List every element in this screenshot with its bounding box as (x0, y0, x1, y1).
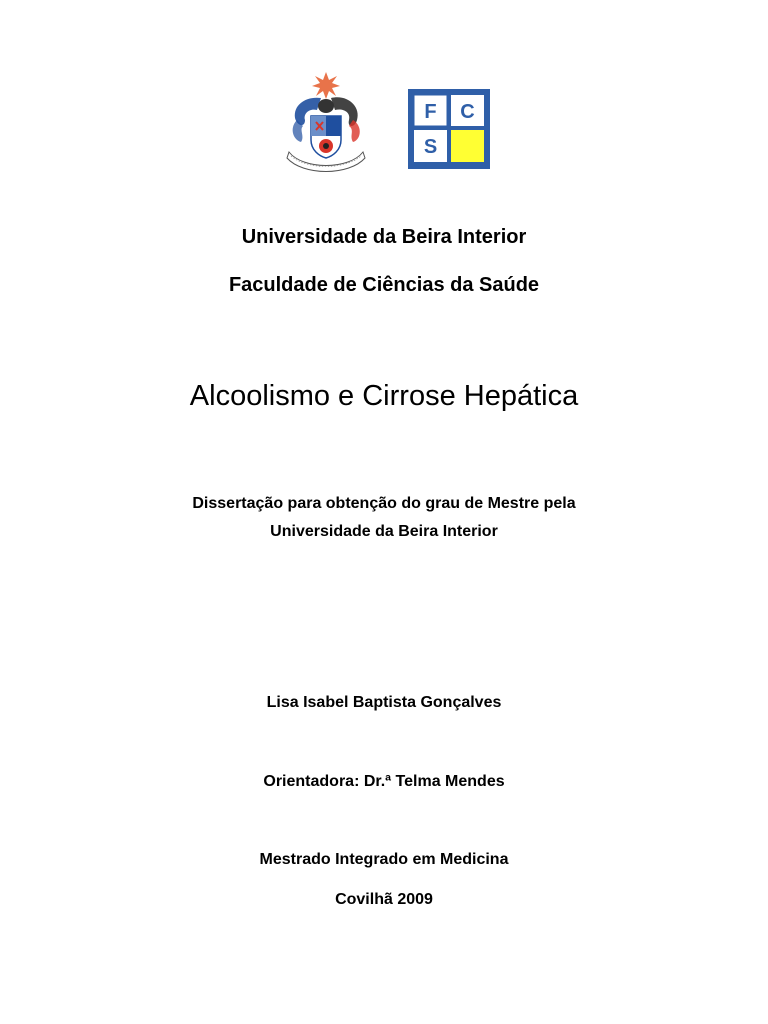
place-and-year: Covilhã 2009 (335, 891, 433, 908)
degree-program: Mestrado Integrado em Medicina (259, 851, 509, 868)
thesis-title: Alcoolismo e Cirrose Hepática (189, 380, 579, 412)
fcs-faculty-logo (408, 89, 490, 169)
dissertation-statement-line-1: Dissertação para obtenção do grau de Mestre pela (192, 495, 576, 512)
fcs-letter-c: C (460, 101, 475, 123)
university-name: Universidade da Beira Interior (241, 226, 527, 248)
university-crest-logo (283, 70, 369, 182)
advisor-name: Orientadora: Dr.ª Telma Mendes (263, 773, 505, 790)
dissertation-statement-line-2: Universidade da Beira Interior (270, 523, 498, 540)
star-icon (312, 72, 340, 99)
fcs-letter-f: F (424, 101, 437, 123)
author-name: Lisa Isabel Baptista Gonçalves (266, 694, 502, 711)
faculty-name: Faculdade de Ciências da Saúde (228, 274, 540, 296)
fcs-letter-s: S (423, 136, 438, 158)
